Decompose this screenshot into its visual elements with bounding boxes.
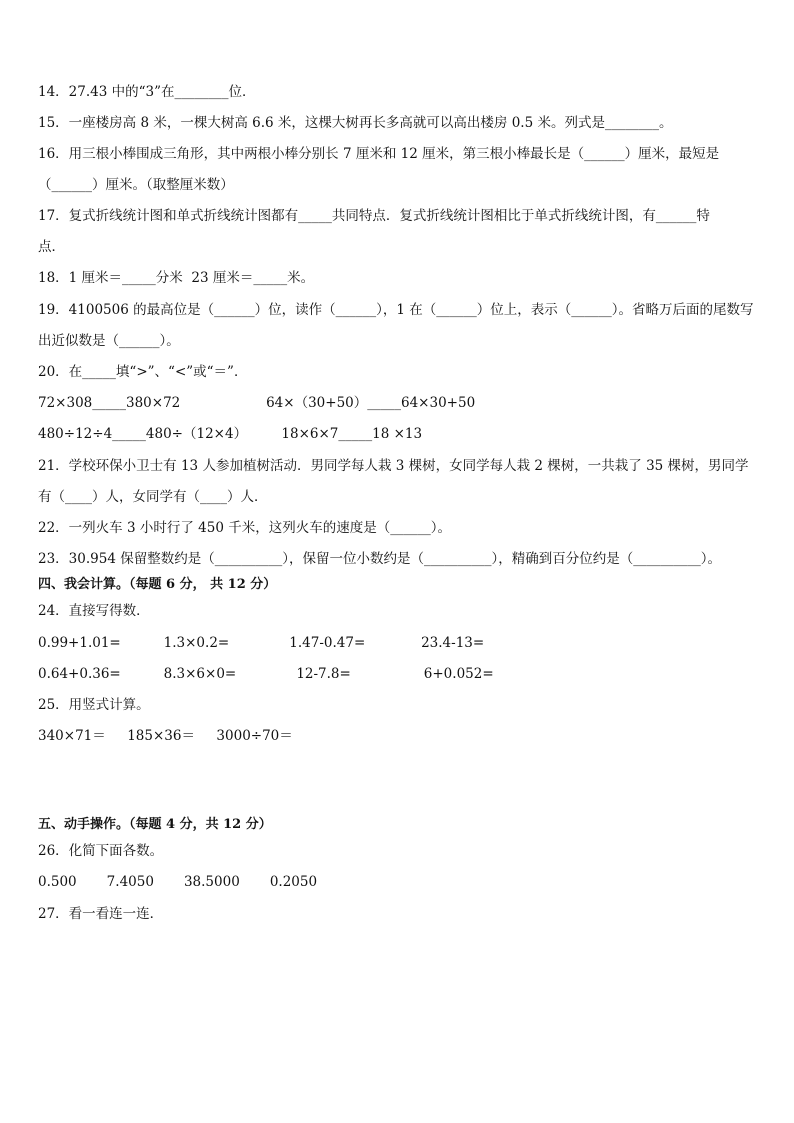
- question-19-line-1: 19．4100506 的最高位是（______）位，读作（______），1 在（______）位上，表示（______）。省略万后面的尾数写: [38, 302, 754, 318]
- question-15: 15．一座楼房高 8 米，一棵大树高 6.6 米，这棵大树再长多高就可以高出楼房 0.5 米。列式是________。: [38, 115, 673, 131]
- question-21-line-1: 21．学校环保小卫士有 13 人参加植树活动．男同学每人栽 3 棵树，女同学每人栽 2 棵树，一共栽了 35 棵树，男同学: [38, 458, 749, 474]
- question-18: 18．1 厘米＝_____分米 23 厘米＝_____米。: [38, 270, 315, 286]
- question-20-row-1: 72×308_____380×72 64×（30+50）_____64×30+50: [38, 395, 476, 411]
- question-14: 14．27.43 中的“3”在________位．: [38, 84, 256, 100]
- question-16-line-1: 16．用三根小棒围成三角形，其中两根小棒分别长 7 厘米和 12 厘米，第三根小棒最长是（______）厘米，最短是: [38, 146, 720, 162]
- question-17-line-1: 17．复式折线统计图和单式折线统计图都有_____共同特点．复式折线统计图相比于单式折线统计图，有______特: [38, 208, 710, 224]
- question-27: 27．看一看连一连．: [38, 906, 164, 922]
- question-20-row-2: 480÷12÷4_____480÷（12×4） 18×6×7_____18 ×13: [38, 426, 423, 442]
- question-25-row-1: 340×71＝ 185×36＝ 3000÷70＝: [38, 728, 293, 744]
- question-26: 26．化简下面各数。: [38, 843, 164, 859]
- question-21-line-2: 有（____）人，女同学有（____）人．: [38, 489, 268, 505]
- question-17-line-2: 点．: [38, 239, 65, 255]
- question-24-row-2: 0.64+0.36= 8.3×6×0= 12-7.8= 6+0.052=: [38, 666, 494, 682]
- question-22: 22．一列火车 3 小时行了 450 千米，这列火车的速度是（______）。: [38, 520, 451, 536]
- question-16-line-2: （______）厘米。（取整厘米数）: [38, 177, 234, 193]
- question-24-row-1: 0.99+1.01= 1.3×0.2= 1.47-0.47= 23.4-13=: [38, 635, 485, 651]
- question-23: 23．30.954 保留整数约是（__________），保留一位小数约是（__________），精确到百分位约是（__________）。: [38, 551, 721, 567]
- question-25: 25．用竖式计算。: [38, 697, 150, 713]
- section-5-heading: 五、动手操作。（每题 4 分，共 12 分）: [38, 817, 272, 832]
- question-26-row-1: 0.500 7.4050 38.5000 0.2050: [38, 874, 318, 890]
- question-20: 20．在_____填“>”、“<”或“＝”．: [38, 364, 248, 380]
- question-19-line-2: 出近似数是（______）。: [38, 333, 180, 349]
- question-24: 24．直接写得数．: [38, 603, 150, 619]
- section-4-heading: 四、我会计算。（每题 6 分， 共 12 分）: [38, 577, 277, 592]
